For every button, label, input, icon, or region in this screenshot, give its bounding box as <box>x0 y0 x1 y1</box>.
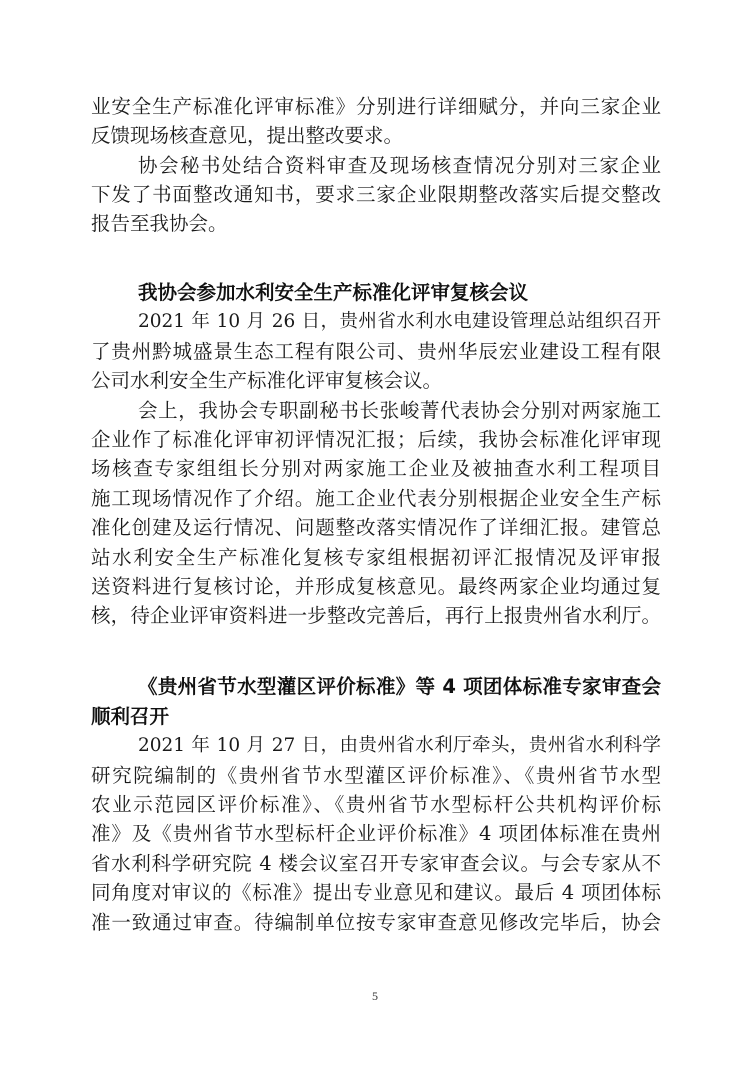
paragraph-line: 送资料进行复核讨论，并形成复核意见。最终两家企业均通过复 <box>91 575 661 598</box>
paragraph-line: 协会秘书处结合资料审查及现场核查情况分别对三家企业 <box>138 154 661 177</box>
paragraph-line: 准一致通过审查。待编制单位按专家审查意见修改完毕后，协会 <box>91 911 661 934</box>
section-heading: 我协会参加水利安全生产标准化评审复核会议 <box>138 281 529 304</box>
paragraph-line: 站水利安全生产标准化复核专家组根据初评汇报情况及评审报 <box>91 546 661 569</box>
paragraph-line: 2021 年 10 月 27 日，由贵州省水利厅牵头，贵州省水利科学 <box>138 735 661 756</box>
paragraph-line: 施工现场情况作了介绍。施工企业代表分别根据企业安全生产标 <box>91 487 661 510</box>
page-number: 5 <box>372 989 378 1003</box>
paragraph-line: 核，待企业评审资料进一步整改完善后，再行上报贵州省水利厅。 <box>91 604 661 627</box>
section-heading: 《贵州省节水型灌区评价标准》等 4 项团体标准专家审查会 <box>138 675 661 698</box>
paragraph-line: 下发了书面整改通知书，要求三家企业限期整改落实后提交整改 <box>91 183 661 206</box>
paragraph-line: 准化创建及运行情况、问题整改落实情况作了详细汇报。建管总 <box>91 516 661 539</box>
paragraph-line: 企业作了标准化评审初评情况汇报；后续，我协会标准化评审现 <box>91 428 661 451</box>
paragraph-line: 报告至我协会。 <box>91 212 228 235</box>
paragraph-line: 2021 年 10 月 26 日，贵州省水利水电建设管理总站组织召开 <box>138 311 661 332</box>
paragraph-line: 研究院编制的《贵州省节水型灌区评价标准》、《贵州省节水型 <box>91 764 661 787</box>
section-heading: 顺利召开 <box>91 705 170 728</box>
paragraph-line: 业安全生产标准化评审标准》分别进行详细赋分，并向三家企业 <box>91 95 661 118</box>
paragraph-line: 公司水利安全生产标准化评审复核会议。 <box>91 369 443 392</box>
paragraph-line: 反馈现场核查意见，提出整改要求。 <box>91 124 404 147</box>
paragraph-line: 准》及《贵州省节水型标杆企业评价标准》4 项团体标准在贵州 <box>91 822 661 845</box>
paragraph-line: 会上，我协会专职副秘书长张峻菁代表协会分别对两家施工 <box>138 399 661 422</box>
paragraph-line: 了贵州黔城盛景生态工程有限公司、贵州华辰宏业建设工程有限 <box>91 340 661 363</box>
paragraph-line: 场核查专家组组长分别对两家施工企业及被抽查水利工程项目 <box>91 457 661 480</box>
paragraph-line: 农业示范园区评价标准》、《贵州省节水型标杆公共机构评价标 <box>91 793 661 816</box>
paragraph-line: 省水利科学研究院 4 楼会议室召开专家审查会议。与会专家从不 <box>91 852 661 875</box>
paragraph-line: 同角度对审议的《标准》提出专业意见和建议。最后 4 项团体标 <box>91 881 661 904</box>
